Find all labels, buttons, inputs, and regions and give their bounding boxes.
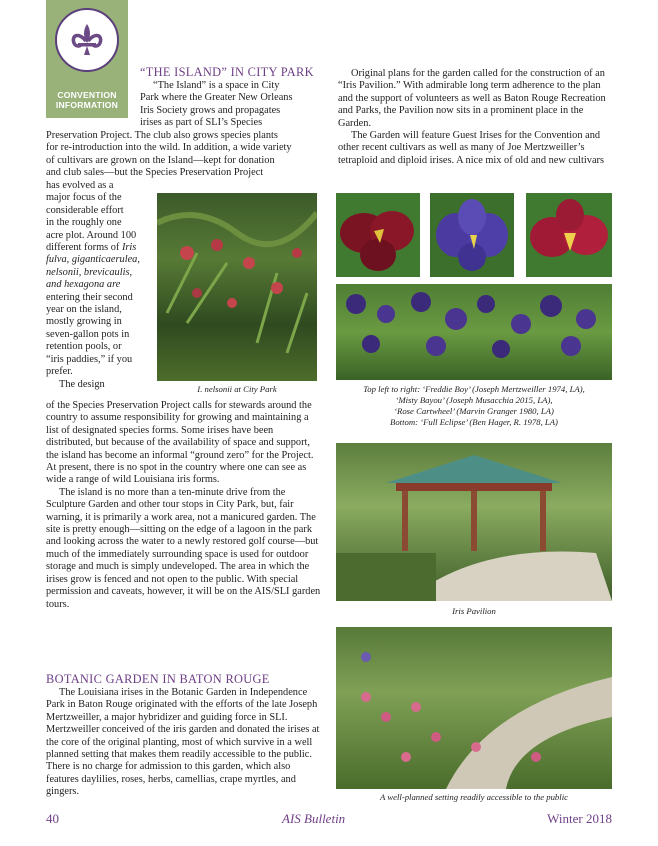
caption-line: Bottom: ‘Full Eclipse’ (Ben Hager, R. 1978, LA) [390,417,558,427]
island-line: major focus of the [46,192,122,204]
right-column-text [338,68,612,167]
botanic-body [46,687,322,799]
island-line: “The Island” is a space in City [153,80,280,91]
pavilion-caption: Iris Pavilion [452,606,496,616]
island-line: Iris Society grows and propagates [140,104,281,116]
island-line: seven-gallon pots in [46,328,130,340]
caption-line: ‘Rose Cartwheel’ (Marvin Granger 1980, LA) [394,406,554,416]
island-line: irises as part of SLI’s Species [140,117,263,129]
island-paragraph-2: of the Species Preservation Project calls for stewards around the country to assume responsibility for growing and maintaining a list of designated species forms. Some irises have been distributed, but because of the availability of space and support, the island has become an informal “ground zero” for the Project. At present, there is no spot in the country where one can see as wide a range of wild Louisiana iris forms. [46,400,314,486]
botanic-heading: BOTANIC GARDEN IN BATON ROUGE [46,672,270,686]
nelsonii-photo [157,193,317,381]
island-line: has evolved as a [46,180,114,191]
island-line: acre plot. Around 100 [46,229,137,241]
freddie-boy-photo [336,193,420,277]
botanic-paragraph: The Louisiana irises in the Botanic Garden in Independence Park in Baton Rouge originated with the efforts of the late Joseph Mertzweiller, a major hybridizer and guiding force in SLI. Mertzweiller conceived of the iris garden and donated the irises at the core of the original planting, most of which survive in a well planned setting that makes them readily accessible to the public. There is no charge for admission to this garden, which also features daylilies, roses, herbs, camellias, crape myrtles, and gingers. [46,687,320,798]
fleur-de-gras-logo [55,8,119,72]
page-number: 40 [46,811,59,826]
island-line-text: different forms of [46,242,120,254]
page-footer [46,811,612,829]
island-line: mostly growing in [46,316,122,328]
island-line: considerable effort [46,204,124,216]
island-left-column [46,180,156,391]
island-line: nelsonii, brevicaulis, [46,266,133,278]
misty-bayou-photo [430,193,514,277]
island-line: Park where the Greater New Orleans [140,92,293,104]
setting-caption: A well-planned setting readily accessible to the public [380,792,568,802]
island-line [46,242,156,254]
island-line: retention pools, or [46,341,122,353]
island-line: Preservation Project. The club also grows species plants [46,130,278,141]
convention-information-label [46,90,128,110]
island-line: The design [59,378,105,390]
badge-line-2: INFORMATION [55,100,119,110]
pavilion-paragraph: Original plans for the garden called for the construction of an “Iris Pavilion.” With admirable long term adherence to the plan and the support of volunteers as well as Baton Rouge Recreation and Parks, the Pavilion now sits in a prominent place in the Garden. [338,68,606,129]
island-intro-full [46,130,322,180]
island-line: for re-introduction into the wild. In addition, a wide variety [46,142,292,154]
island-line: and club sales—but the Species Preservation Project [46,167,264,179]
island-heading: “THE ISLAND” IN CITY PARK [140,65,314,79]
island-line: of cultivars are grown on the Island—kept for donation [46,154,275,166]
island-line: in the roughly one [46,217,122,229]
caption-line: Top left to right: ‘Freddie Boy’ (Joseph Mertzweiller 1974, LA), [363,384,585,394]
nelsonii-caption: I. nelsonii at City Park [197,384,277,394]
caption-line: ‘Misty Bayou’ (Joseph Musacchia 2015, LA), [395,395,553,405]
guest-irises-paragraph: The Garden will feature Guest Irises for the Convention and other recent cultivars as well as many of Joe Mertzweiller’s tetraploid and diploid irises. A nice mix of old and new cultivars [338,130,605,166]
island-line: fulva, giganticaerulea, [46,254,140,266]
issue-label: Winter 2018 [547,811,612,826]
rose-cartwheel-photo [526,193,612,277]
badge-line-1: CONVENTION [57,90,117,100]
iris-italic: Iris [121,242,137,254]
island-paragraph-3: The island is no more than a ten-minute drive from the Sculpture Garden and other tour stops in City Park, but, fair warning, it is primarily a work area, not a manicured garden. The site is pretty enough—sitting on the edge of a lagoon in the park and looking across the water to a newly restored golf course—but much of the immediately surrounding space is used for outdoor storage and much is simply undeveloped. The area in which the irises grow is fenced and not open to the public. With special permission and caveats, however, it will be on the AIS/SLI garden tours. [46,486,321,610]
full-eclipse-photo [336,284,612,380]
convention-badge [46,0,128,118]
garden-setting-photo [336,627,612,789]
island-line: “iris paddies,” if you [46,353,133,365]
island-body-continued [46,400,322,611]
island-line: and hexagona are [46,279,121,291]
island-line: prefer. [46,366,73,378]
island-line: year on the island, [46,304,122,316]
publication-name: AIS Bulletin [282,811,346,826]
cultivars-caption [336,384,612,428]
island-line: entering their second [46,291,133,303]
island-intro-narrow [140,80,320,130]
iris-pavilion-photo [336,443,612,601]
